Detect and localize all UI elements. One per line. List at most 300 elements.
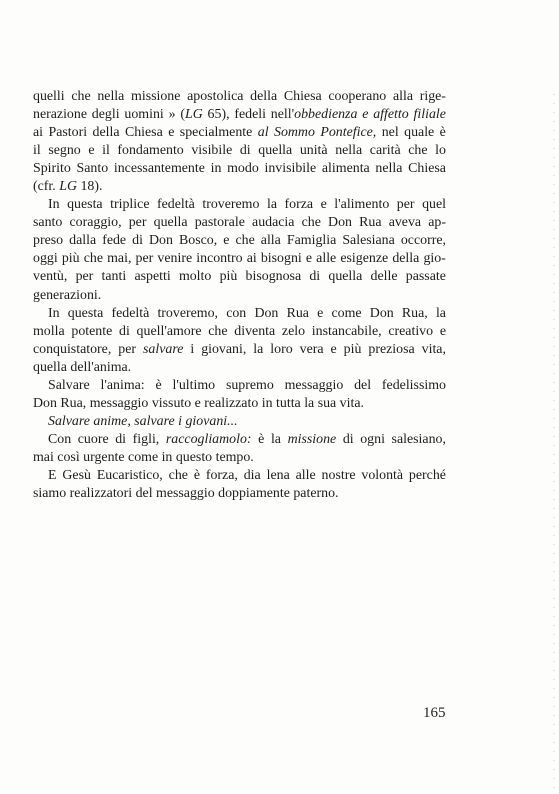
text-run: nella	[375, 161, 403, 177]
page-number: 165	[423, 705, 446, 721]
text-run: e	[88, 143, 95, 159]
text-run: Gesù	[62, 467, 91, 483]
text-run: incontro	[196, 251, 243, 267]
text-run: di	[119, 323, 130, 339]
word	[375, 160, 402, 178]
word	[422, 196, 446, 214]
word	[296, 467, 316, 485]
word	[287, 305, 309, 323]
text-line	[33, 431, 446, 449]
text-run: i	[190, 341, 195, 357]
word	[155, 377, 161, 395]
word	[131, 88, 180, 106]
word	[133, 431, 160, 449]
text-run: Con	[48, 431, 72, 447]
word	[220, 268, 238, 286]
word	[334, 196, 389, 214]
text-run: che	[71, 89, 91, 104]
text-run: Spirito	[33, 161, 71, 177]
word	[373, 106, 409, 124]
word	[359, 214, 381, 232]
word	[306, 250, 312, 268]
word	[354, 377, 371, 395]
word	[208, 106, 230, 124]
word	[88, 142, 94, 160]
word	[166, 431, 252, 449]
word	[33, 88, 65, 106]
word	[234, 106, 266, 124]
word	[202, 196, 259, 214]
text-run: »	[168, 107, 176, 123]
word	[180, 106, 202, 124]
text-run: questa	[67, 305, 104, 321]
text-run: tanti	[101, 269, 127, 285]
text-run: quella	[328, 269, 363, 285]
text-line	[33, 413, 446, 431]
text-run: il	[102, 143, 110, 159]
word	[157, 250, 192, 268]
text-run: e	[168, 125, 175, 141]
text-run: per	[135, 251, 154, 267]
word	[302, 214, 321, 232]
word	[240, 142, 251, 160]
scan-edge-marks	[553, 90, 555, 790]
word	[282, 323, 305, 341]
italic-text: al	[257, 125, 269, 141]
word	[172, 377, 215, 395]
text-run: e	[330, 341, 337, 357]
text-run: l'ultimo	[172, 377, 216, 393]
text-run: l'alimento	[334, 197, 390, 213]
text-line	[33, 305, 446, 323]
text-run: troveremo,	[157, 305, 218, 321]
word	[440, 124, 446, 142]
italic-text: salvare	[143, 341, 184, 357]
word	[414, 106, 446, 124]
word	[371, 268, 398, 286]
text-run: del	[354, 377, 372, 393]
word	[361, 467, 403, 485]
word	[187, 88, 243, 106]
text-run: missione	[131, 89, 181, 104]
text-line	[33, 142, 446, 160]
text-run: ogni	[360, 431, 385, 447]
text-run: santo	[33, 215, 63, 231]
text-run: della	[392, 251, 420, 267]
text-run: segno	[48, 143, 81, 159]
text-run: Salvare	[48, 377, 90, 393]
word	[309, 268, 320, 286]
text-run: vita,	[421, 341, 446, 357]
word	[360, 431, 385, 449]
text-run: 18).	[77, 179, 103, 195]
text-run: unità	[299, 143, 328, 159]
text-run: occorre,	[400, 233, 446, 249]
word	[33, 232, 63, 250]
word	[196, 250, 242, 268]
text-run: quella	[153, 215, 188, 231]
text-run: Famiglia	[286, 233, 337, 249]
word	[102, 268, 127, 286]
word	[270, 341, 292, 359]
text-run: per	[118, 341, 137, 357]
text-run: più	[61, 251, 80, 267]
word	[382, 124, 399, 142]
text-run: preziosa	[368, 341, 415, 357]
word	[328, 214, 352, 232]
word	[288, 431, 337, 449]
word	[392, 431, 446, 449]
word	[102, 232, 126, 250]
text-run: creativo	[388, 323, 434, 339]
word	[119, 323, 130, 341]
word	[264, 160, 316, 178]
text-run: cooperano	[328, 89, 387, 104]
word	[285, 196, 314, 214]
text-run: fedeltà	[157, 197, 195, 213]
text-run: fedelissimo	[381, 377, 446, 393]
text-line	[33, 395, 446, 413]
text-run: zelo	[281, 323, 306, 339]
word	[343, 431, 354, 449]
italic-text: e	[362, 107, 369, 123]
text-run: è	[258, 431, 265, 447]
word	[180, 124, 253, 142]
text-run: con	[226, 305, 247, 321]
word	[406, 268, 446, 286]
text-run: conquistatore,	[33, 341, 112, 357]
text-line	[33, 323, 446, 341]
text-run: troveremo	[202, 197, 260, 213]
text-run: alle	[295, 467, 316, 483]
word	[78, 431, 109, 449]
text-run: il	[33, 143, 41, 159]
text-line	[33, 449, 446, 467]
word	[69, 232, 96, 250]
word	[317, 305, 323, 323]
word	[134, 268, 170, 286]
text-run: la	[266, 197, 277, 213]
word	[62, 467, 91, 485]
word	[392, 250, 419, 268]
text-line	[33, 467, 446, 485]
word	[110, 196, 149, 214]
text-run: dia	[243, 467, 261, 483]
word	[48, 305, 60, 323]
text-run: ai	[33, 125, 44, 141]
word	[69, 214, 121, 232]
word	[284, 88, 322, 106]
text-run: giovani,	[201, 341, 247, 357]
word	[169, 467, 188, 485]
word	[84, 250, 103, 268]
text-run: Don	[149, 233, 173, 249]
word	[344, 341, 362, 359]
word	[149, 232, 173, 250]
text-line	[33, 232, 446, 250]
text-run: audacia	[252, 215, 295, 231]
word	[321, 196, 327, 214]
word	[48, 431, 71, 449]
word	[169, 106, 176, 124]
word	[68, 305, 104, 323]
word	[420, 88, 446, 106]
word	[235, 232, 254, 250]
word	[226, 377, 274, 395]
word	[408, 160, 446, 178]
italic-text: LG	[184, 107, 203, 123]
text-run: uomini	[124, 107, 164, 123]
word	[258, 431, 264, 449]
text-run: oggi	[33, 251, 58, 267]
word	[33, 214, 62, 232]
italic-text: missione	[287, 431, 337, 447]
word	[211, 160, 222, 178]
text-run: Don Rua, messaggio vissuto e realizzato in tutta la sua vita.	[33, 395, 364, 411]
word	[435, 142, 446, 160]
text-run: triplice	[110, 197, 150, 213]
word	[137, 323, 202, 341]
text-run: volontà	[361, 467, 404, 483]
word	[328, 88, 386, 106]
text-line	[33, 341, 446, 359]
word	[100, 377, 144, 395]
text-run: apostolica	[187, 89, 244, 104]
text-run: salesiano,	[391, 431, 446, 447]
word	[428, 214, 446, 232]
word	[71, 88, 90, 106]
italic-text: LG	[59, 179, 77, 195]
word	[154, 214, 188, 232]
word	[253, 341, 263, 359]
italic-text: Salvare anime, salvare i giovani...	[48, 413, 238, 429]
italic-text: Pontefice,	[320, 125, 377, 141]
word	[258, 124, 269, 142]
text-run: di	[342, 431, 354, 447]
text-run: per	[75, 269, 94, 285]
text-run: aspetti	[134, 269, 171, 285]
text-run: In	[48, 305, 60, 321]
text-run: coraggio,	[69, 215, 122, 231]
text-run: fedeltà	[111, 305, 150, 321]
text-line	[33, 88, 446, 106]
word	[33, 160, 71, 178]
text-run: la	[270, 431, 281, 447]
word	[261, 250, 302, 268]
word	[67, 196, 103, 214]
text-run: loro	[270, 341, 293, 357]
text-run: quella	[258, 143, 293, 159]
text-run: mai,	[107, 251, 132, 267]
text-run: è	[193, 467, 200, 483]
word	[247, 250, 257, 268]
word	[117, 142, 183, 160]
text-run: di	[115, 431, 127, 447]
word	[118, 341, 136, 359]
text-run: incessantemente	[113, 161, 205, 177]
italic-text: Sommo	[274, 125, 315, 141]
word	[124, 106, 163, 124]
text-run: gio-	[423, 251, 446, 267]
text-run: questa	[67, 197, 103, 213]
word	[114, 160, 205, 178]
text-line	[33, 485, 446, 503]
text-run: lena	[266, 467, 290, 483]
word	[332, 305, 362, 323]
word	[342, 232, 394, 250]
word	[397, 196, 415, 214]
text-run: In	[48, 197, 60, 213]
word	[312, 323, 382, 341]
word	[157, 305, 218, 323]
word	[322, 467, 356, 485]
word	[143, 341, 183, 359]
word	[382, 377, 446, 395]
text-run: ventù,	[33, 269, 68, 285]
text-run: lo	[435, 143, 446, 159]
text-run: Eucaristico,	[96, 467, 163, 483]
text-run: Santo	[76, 161, 109, 177]
word	[250, 88, 277, 106]
text-run: molto	[178, 269, 212, 285]
word	[408, 142, 427, 160]
italic-text: affetto	[373, 107, 409, 123]
word	[33, 142, 41, 160]
text-run: carità	[369, 143, 401, 159]
text-run: nell'	[270, 107, 295, 123]
word	[388, 323, 433, 341]
word	[191, 142, 232, 160]
italic-text: raccogliamolo:	[165, 431, 252, 447]
word	[194, 467, 200, 485]
word	[77, 160, 109, 178]
text-run: E	[48, 467, 57, 483]
text-run: più	[219, 269, 238, 285]
word	[226, 305, 246, 323]
text-run: bisognosa	[245, 269, 302, 285]
word	[107, 250, 131, 268]
word	[271, 431, 281, 449]
text-run: nel	[381, 125, 399, 141]
word	[33, 323, 65, 341]
text-run: della	[92, 125, 120, 141]
text-run: nella	[97, 89, 125, 104]
text-run: quella dell'anima.	[33, 359, 132, 375]
word	[223, 232, 229, 250]
word	[48, 467, 57, 485]
text-run: cuore	[77, 431, 109, 447]
word	[258, 142, 292, 160]
body-text	[33, 88, 446, 503]
text-run: generazioni.	[33, 287, 102, 303]
word	[246, 268, 302, 286]
word	[227, 160, 259, 178]
text-run: la	[435, 305, 446, 321]
text-run: (	[180, 107, 185, 123]
word	[267, 467, 290, 485]
text-run: di	[239, 143, 251, 159]
text-run: 65),	[207, 107, 230, 123]
text-run: Rua,	[401, 305, 428, 321]
text-run: quale	[404, 125, 435, 141]
text-run: instancabile,	[311, 323, 382, 339]
text-run: che	[168, 467, 188, 483]
text-run: figli,	[132, 431, 160, 447]
word	[340, 250, 388, 268]
text-run: e	[223, 233, 230, 249]
text-run: quelli	[33, 89, 65, 104]
word	[328, 268, 362, 286]
text-line	[33, 196, 446, 214]
text-run: di	[309, 269, 321, 285]
text-run: Bosco,	[178, 233, 218, 249]
word	[48, 124, 87, 142]
text-run: ap-	[428, 215, 446, 231]
text-run: dalla	[69, 233, 97, 249]
text-run: Don	[328, 215, 352, 231]
word	[320, 124, 376, 142]
word	[33, 341, 111, 359]
text-run: venire	[157, 251, 193, 267]
word	[93, 124, 120, 142]
word	[33, 268, 67, 286]
text-run: che	[83, 251, 103, 267]
text-run: alle	[316, 251, 337, 267]
word	[423, 250, 445, 268]
word	[252, 214, 294, 232]
word	[206, 467, 238, 485]
text-line	[33, 106, 446, 124]
text-run: passate	[405, 269, 446, 285]
text-run: bisogni	[260, 251, 302, 267]
text-run: più	[343, 341, 362, 357]
text-run: che	[235, 233, 255, 249]
text-run: in	[210, 161, 222, 177]
text-run: Pastori	[48, 125, 88, 141]
word	[33, 124, 43, 142]
text-run: alla	[260, 233, 281, 249]
text-run: quell'amore	[136, 323, 202, 339]
text-run: vera	[299, 341, 324, 357]
italic-text: filiale	[413, 107, 446, 123]
text-run: come	[331, 305, 362, 321]
word	[389, 214, 421, 232]
text-run: specialmente	[179, 125, 253, 141]
word	[370, 142, 401, 160]
text-run: Rua	[359, 215, 382, 231]
word	[97, 467, 163, 485]
text-run: Rua	[286, 305, 309, 321]
text-line	[33, 377, 446, 395]
word	[33, 250, 58, 268]
text-line	[33, 287, 446, 305]
text-line	[33, 250, 446, 268]
text-run: Chiesa	[408, 161, 446, 177]
word	[76, 268, 94, 286]
text-line	[33, 359, 446, 377]
word	[300, 341, 324, 359]
word	[125, 124, 163, 142]
text-run: l'anima:	[100, 377, 145, 393]
text-run: alimenta	[321, 161, 370, 177]
word	[261, 232, 281, 250]
word	[409, 467, 446, 485]
text-run: fede	[102, 233, 127, 249]
word	[190, 341, 194, 359]
text-run: di	[132, 233, 143, 249]
word	[362, 106, 368, 124]
word	[300, 142, 328, 160]
